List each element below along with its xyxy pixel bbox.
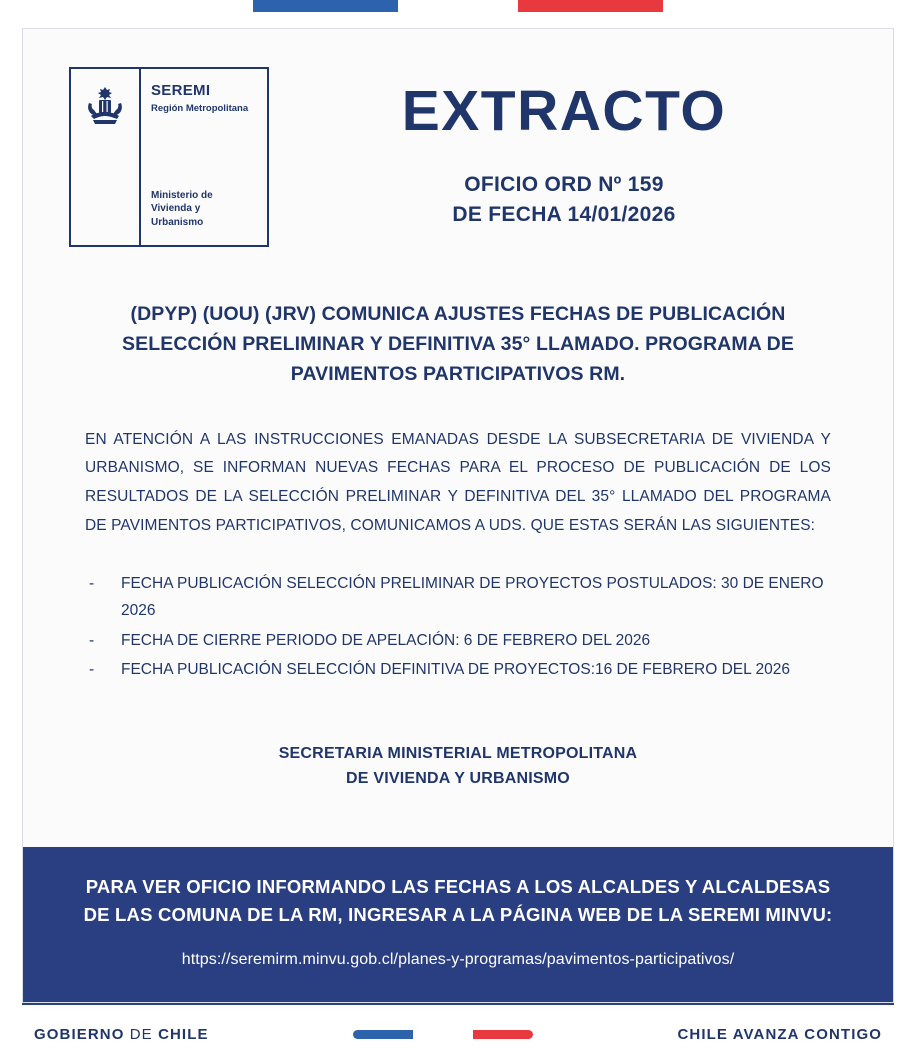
document-header bbox=[23, 29, 893, 247]
gobierno-de-chile-logo bbox=[34, 1026, 209, 1043]
notice-card bbox=[22, 28, 894, 1003]
oficio-date: DE FECHA 14/01/2026 bbox=[452, 203, 676, 227]
bullet-marker: - bbox=[89, 575, 95, 593]
oficio-number: OFICIO ORD Nº 159 bbox=[464, 173, 664, 196]
footer-flag-blue bbox=[353, 1030, 413, 1039]
list-item-text: FECHA PUBLICACIÓN SELECCIÓN PRELIMINAR DE PROYECTOS POSTULADOS: 30 DE ENERO 2026 bbox=[121, 575, 824, 620]
flag-segment-white bbox=[398, 0, 518, 12]
oficio-reference bbox=[275, 170, 853, 231]
web-reference-band bbox=[23, 847, 893, 1002]
list-item bbox=[85, 570, 831, 624]
ministry-name: Ministerio de Vivienda y Urbanismo bbox=[151, 189, 213, 228]
seremi-website-link[interactable]: https://seremirm.minvu.gob.cl/planes-y-programas/pavimentos-participativos/ bbox=[181, 950, 735, 968]
list-item-text: FECHA DE CIERRE PERIODO DE APELACIÓN: 6 DE FEBRERO DEL 2026 bbox=[121, 631, 651, 649]
subject-heading: (DPYP) (UOU) (JRV) COMUNICA AJUSTES FECHAS DE PUBLICACIÓN SELECCIÓN PRELIMINAR Y DEFINITIVA 35° LLAMADO. PROGRAMA DE PAVIMENTOS PARTICIPATIVOS RM. bbox=[122, 303, 794, 386]
flag-segment-blue bbox=[253, 0, 398, 12]
signature-line-1: SECRETARIA MINISTERIAL METROPOLITANA bbox=[278, 744, 638, 762]
body-paragraph: EN ATENCIÓN A LAS INSTRUCCIONES EMANADAS DESDE LA SUBSECRETARIA DE VIVIENDA Y URBANISMO, SE INFORMAN NUEVAS FECHAS PARA EL PROCESO DE PUBLICACIÓN DE LOS RESULTADOS DE LA SELECCIÓN PRELIMINAR Y DEFINITIVA DEL 35° LLAMADO DEL PROGRAMA DE PAVIMENTOS PARTICIPATIVOS, COMUNICAMOS A UDS. QUE ESTAS SERÁN LAS SIGUIENTES: bbox=[85, 430, 831, 534]
seremi-subtitle: Región Metropolitana bbox=[151, 102, 249, 114]
document-footer bbox=[0, 1003, 916, 1063]
seremi-title: SEREMI bbox=[151, 82, 211, 99]
band-line-1: PARA VER OFICIO INFORMANDO LAS FECHAS A LOS ALCALDES Y ALCALDESAS bbox=[85, 876, 831, 897]
band-line-2: DE LAS COMUNA DE LA RM, INGRESAR A LA PÁGINA WEB DE LA SEREMI MINVU: bbox=[83, 903, 833, 925]
list-item bbox=[85, 627, 831, 654]
gobierno-strong: GOBIERNO bbox=[34, 1025, 125, 1043]
gobierno-light: DE bbox=[124, 1025, 159, 1043]
dates-list bbox=[85, 570, 831, 683]
page-title: EXTRACTO bbox=[401, 79, 727, 143]
crest-container bbox=[71, 69, 141, 245]
list-item-text: FECHA PUBLICACIÓN SELECCIÓN DEFINITIVA DE PROYECTOS:16 DE FEBRERO DEL 2026 bbox=[121, 660, 790, 678]
flag-segment-red bbox=[518, 0, 663, 12]
title-zone bbox=[269, 67, 853, 231]
footer-flag-icon bbox=[353, 1030, 533, 1039]
logo-text-block bbox=[141, 69, 267, 245]
footer-slogan: CHILE AVANZA CONTIGO bbox=[677, 1025, 882, 1043]
gobierno-strong-2: CHILE bbox=[158, 1025, 209, 1043]
signature-block bbox=[23, 741, 893, 792]
list-item bbox=[85, 656, 831, 683]
footer-flag-red bbox=[473, 1030, 533, 1039]
footer-flag-white bbox=[413, 1030, 473, 1039]
signature-line-2: DE VIVIENDA Y URBANISMO bbox=[346, 770, 570, 788]
top-flag-bar bbox=[0, 0, 916, 20]
bullet-marker: - bbox=[89, 631, 95, 649]
chile-coat-of-arms-icon bbox=[81, 83, 129, 127]
institution-logo-box bbox=[69, 67, 269, 247]
bullet-marker: - bbox=[89, 660, 95, 678]
